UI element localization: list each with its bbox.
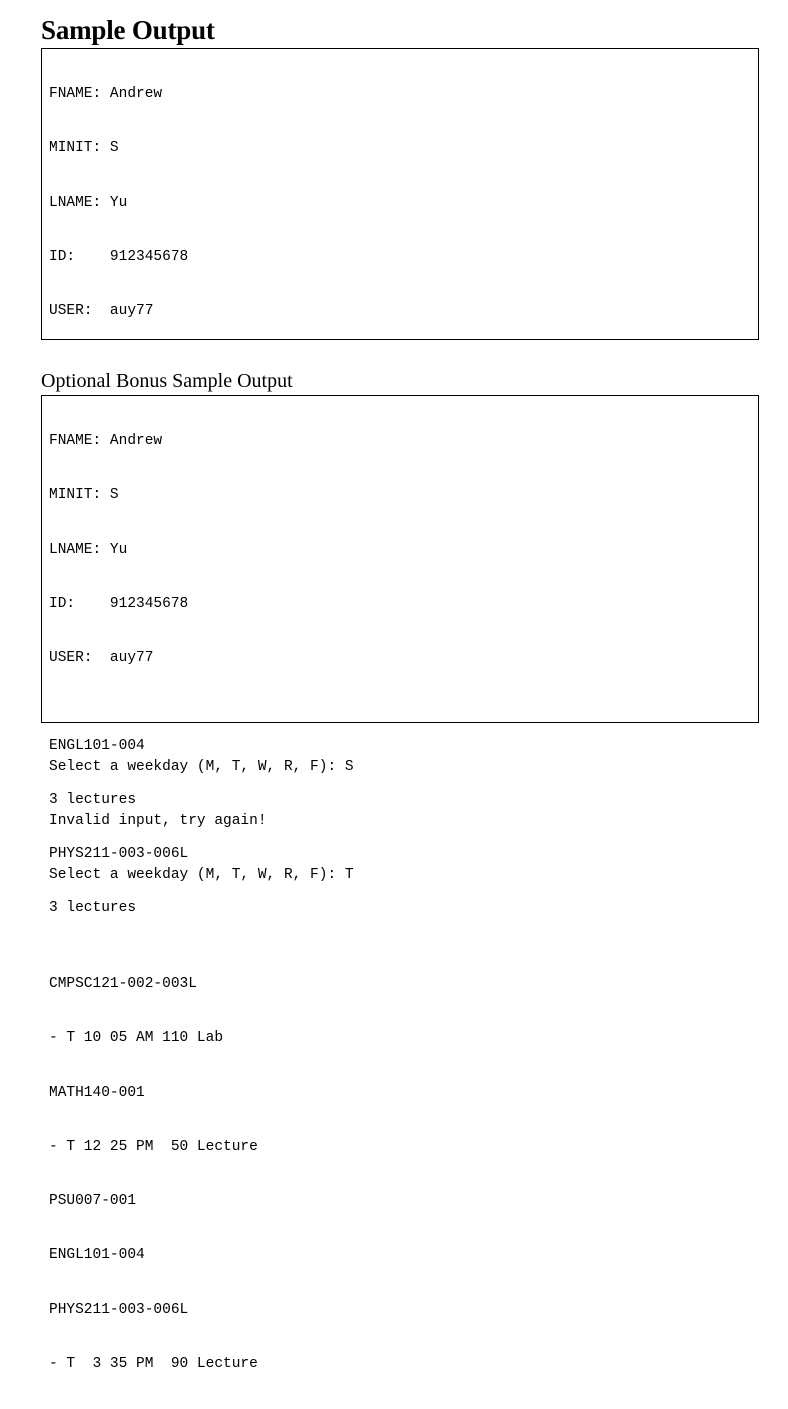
bonus-output-heading: Optional Bonus Sample Output [41,370,293,392]
output-line: PSU007-001 [49,1193,137,1210]
output-line [49,921,758,939]
output-line: 3 lectures [49,791,137,808]
output-line: ID: 912345678 [49,249,189,266]
output-line: PHYS211-003-006L [49,1301,189,1318]
output-line: Select a weekday (M, T, W, R, F): S [49,758,354,775]
output-line: CMPSC121-002-003L [49,976,197,992]
output-line: USER: auy77 [49,650,154,667]
output-line: - T 12 25 PM 50 Lecture [49,1138,258,1155]
output-line: ENGL101-004 [49,1247,145,1264]
output-line: - T 10 05 AM 110 Lab [49,1030,224,1047]
output-line: LNAME: Yu [49,541,128,558]
bonus-output-text [49,396,758,1409]
output-line: Invalid input, try again! [49,813,267,830]
sample-output-heading: Sample Output [41,15,215,45]
output-line: ID: 912345678 [49,596,189,613]
output-line: USER: auy77 [49,303,154,320]
output-line: FNAME: Andrew [49,86,163,103]
output-line: ENGL101-004 [49,737,145,754]
output-line: MINIT: S [49,487,119,504]
output-line: PHYS211-003-006L [49,846,189,863]
output-line: LNAME: Yu [49,194,128,211]
output-line: Select a weekday (M, T, W, R, F): T [49,867,354,884]
output-line: - T 3 35 PM 90 Lecture [49,1355,258,1372]
output-line: MATH140-001 [49,1084,145,1101]
output-line: MINIT: S [49,140,119,157]
output-line: FNAME: Andrew [49,433,163,450]
output-line [49,704,758,722]
output-line: 3 lectures [49,900,137,917]
